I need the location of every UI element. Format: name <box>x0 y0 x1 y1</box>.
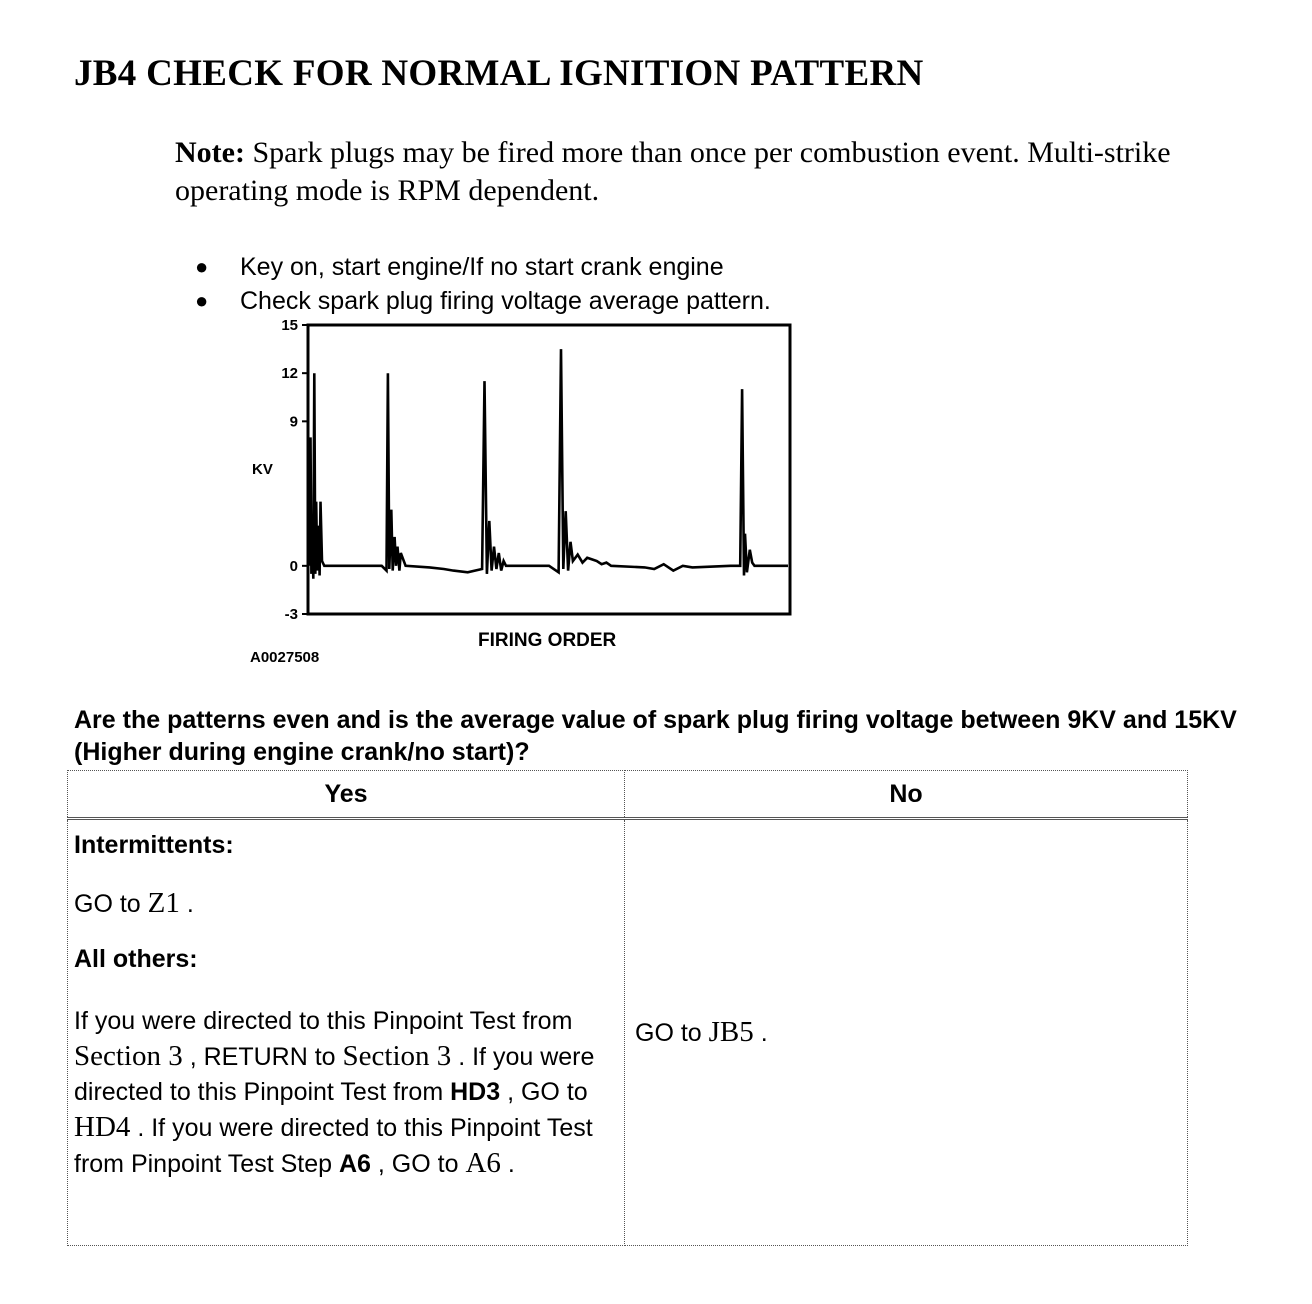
instruction-text: . If you were directed to this Pinpoint Test from <box>74 1043 595 1106</box>
no-header: No <box>625 771 1188 819</box>
period-text: . <box>186 890 194 918</box>
instruction-text: . If you were directed to this Pinpoint Test from Pinpoint Test Step <box>74 1114 593 1178</box>
yes-no-table <box>67 770 1188 1246</box>
y-tick-label: -3 <box>284 606 298 623</box>
plot-frame <box>308 325 790 614</box>
y-tick-label: 12 <box>281 365 298 383</box>
note-label: Note: <box>175 136 245 169</box>
instruction-text: , GO to <box>507 1078 588 1106</box>
list-item-text: Check spark plug firing voltage average pattern. <box>240 287 771 315</box>
section-3-link[interactable]: Section 3 <box>342 1040 452 1072</box>
y-tick-label: 15 <box>281 317 298 334</box>
a6-link[interactable]: A6 <box>465 1147 501 1179</box>
y-axis-label: KV <box>252 461 273 478</box>
bullet-icon: ● <box>195 288 209 313</box>
note-paragraph <box>175 134 1235 210</box>
list-item <box>192 250 771 284</box>
table-header-row <box>68 771 1188 819</box>
intermittents-action <box>74 886 618 922</box>
z1-link[interactable]: Z1 <box>147 887 180 919</box>
instruction-text: If you were directed to this Pinpoint Test from <box>74 1007 573 1035</box>
go-to-text: GO to <box>635 1019 702 1047</box>
bullet-icon: ● <box>195 254 209 279</box>
chart-svg <box>240 312 840 682</box>
instruction-text: . <box>507 1150 515 1178</box>
no-cell <box>625 819 1188 1246</box>
y-tick-label: 9 <box>289 413 298 431</box>
go-to-text: GO to <box>74 890 141 918</box>
period-text: . <box>760 1019 768 1047</box>
section-3-link[interactable]: Section 3 <box>74 1040 183 1072</box>
all-others-label: All others: <box>74 945 198 973</box>
hd4-link[interactable]: HD4 <box>74 1111 131 1143</box>
instruction-text: , GO to <box>377 1150 459 1178</box>
all-others-instructions <box>74 1004 618 1182</box>
page-title: JB4 CHECK FOR NORMAL IGNITION PATTERN <box>74 53 924 94</box>
question-text: Are the patterns even and is the average value of spark plug firing voltage between 9KV and 15KV (Higher during engine crank/no start)? <box>74 706 1237 766</box>
list-item-text: Key on, start engine/If no start crank engine <box>240 253 724 281</box>
a6-step: A6 <box>338 1150 371 1178</box>
note-text: Spark plugs may be fired more than once per combustion event. Multi-strike operating mode is RPM dependent. <box>175 136 1171 207</box>
firing-voltage-line <box>310 349 788 579</box>
intermittents-label: Intermittents: <box>74 831 234 859</box>
ignition-pattern-chart <box>240 312 840 682</box>
hd3-step: HD3 <box>450 1078 501 1106</box>
instruction-list <box>192 250 771 318</box>
figure-id: A0027508 <box>250 649 320 666</box>
table-row <box>68 819 1188 1246</box>
jb5-link[interactable]: JB5 <box>708 1016 754 1048</box>
instruction-text: , RETURN to <box>189 1043 336 1071</box>
y-tick-label: 0 <box>289 557 298 575</box>
x-axis-label: FIRING ORDER <box>478 630 617 651</box>
yes-cell <box>68 819 625 1246</box>
yes-header: Yes <box>68 771 625 819</box>
